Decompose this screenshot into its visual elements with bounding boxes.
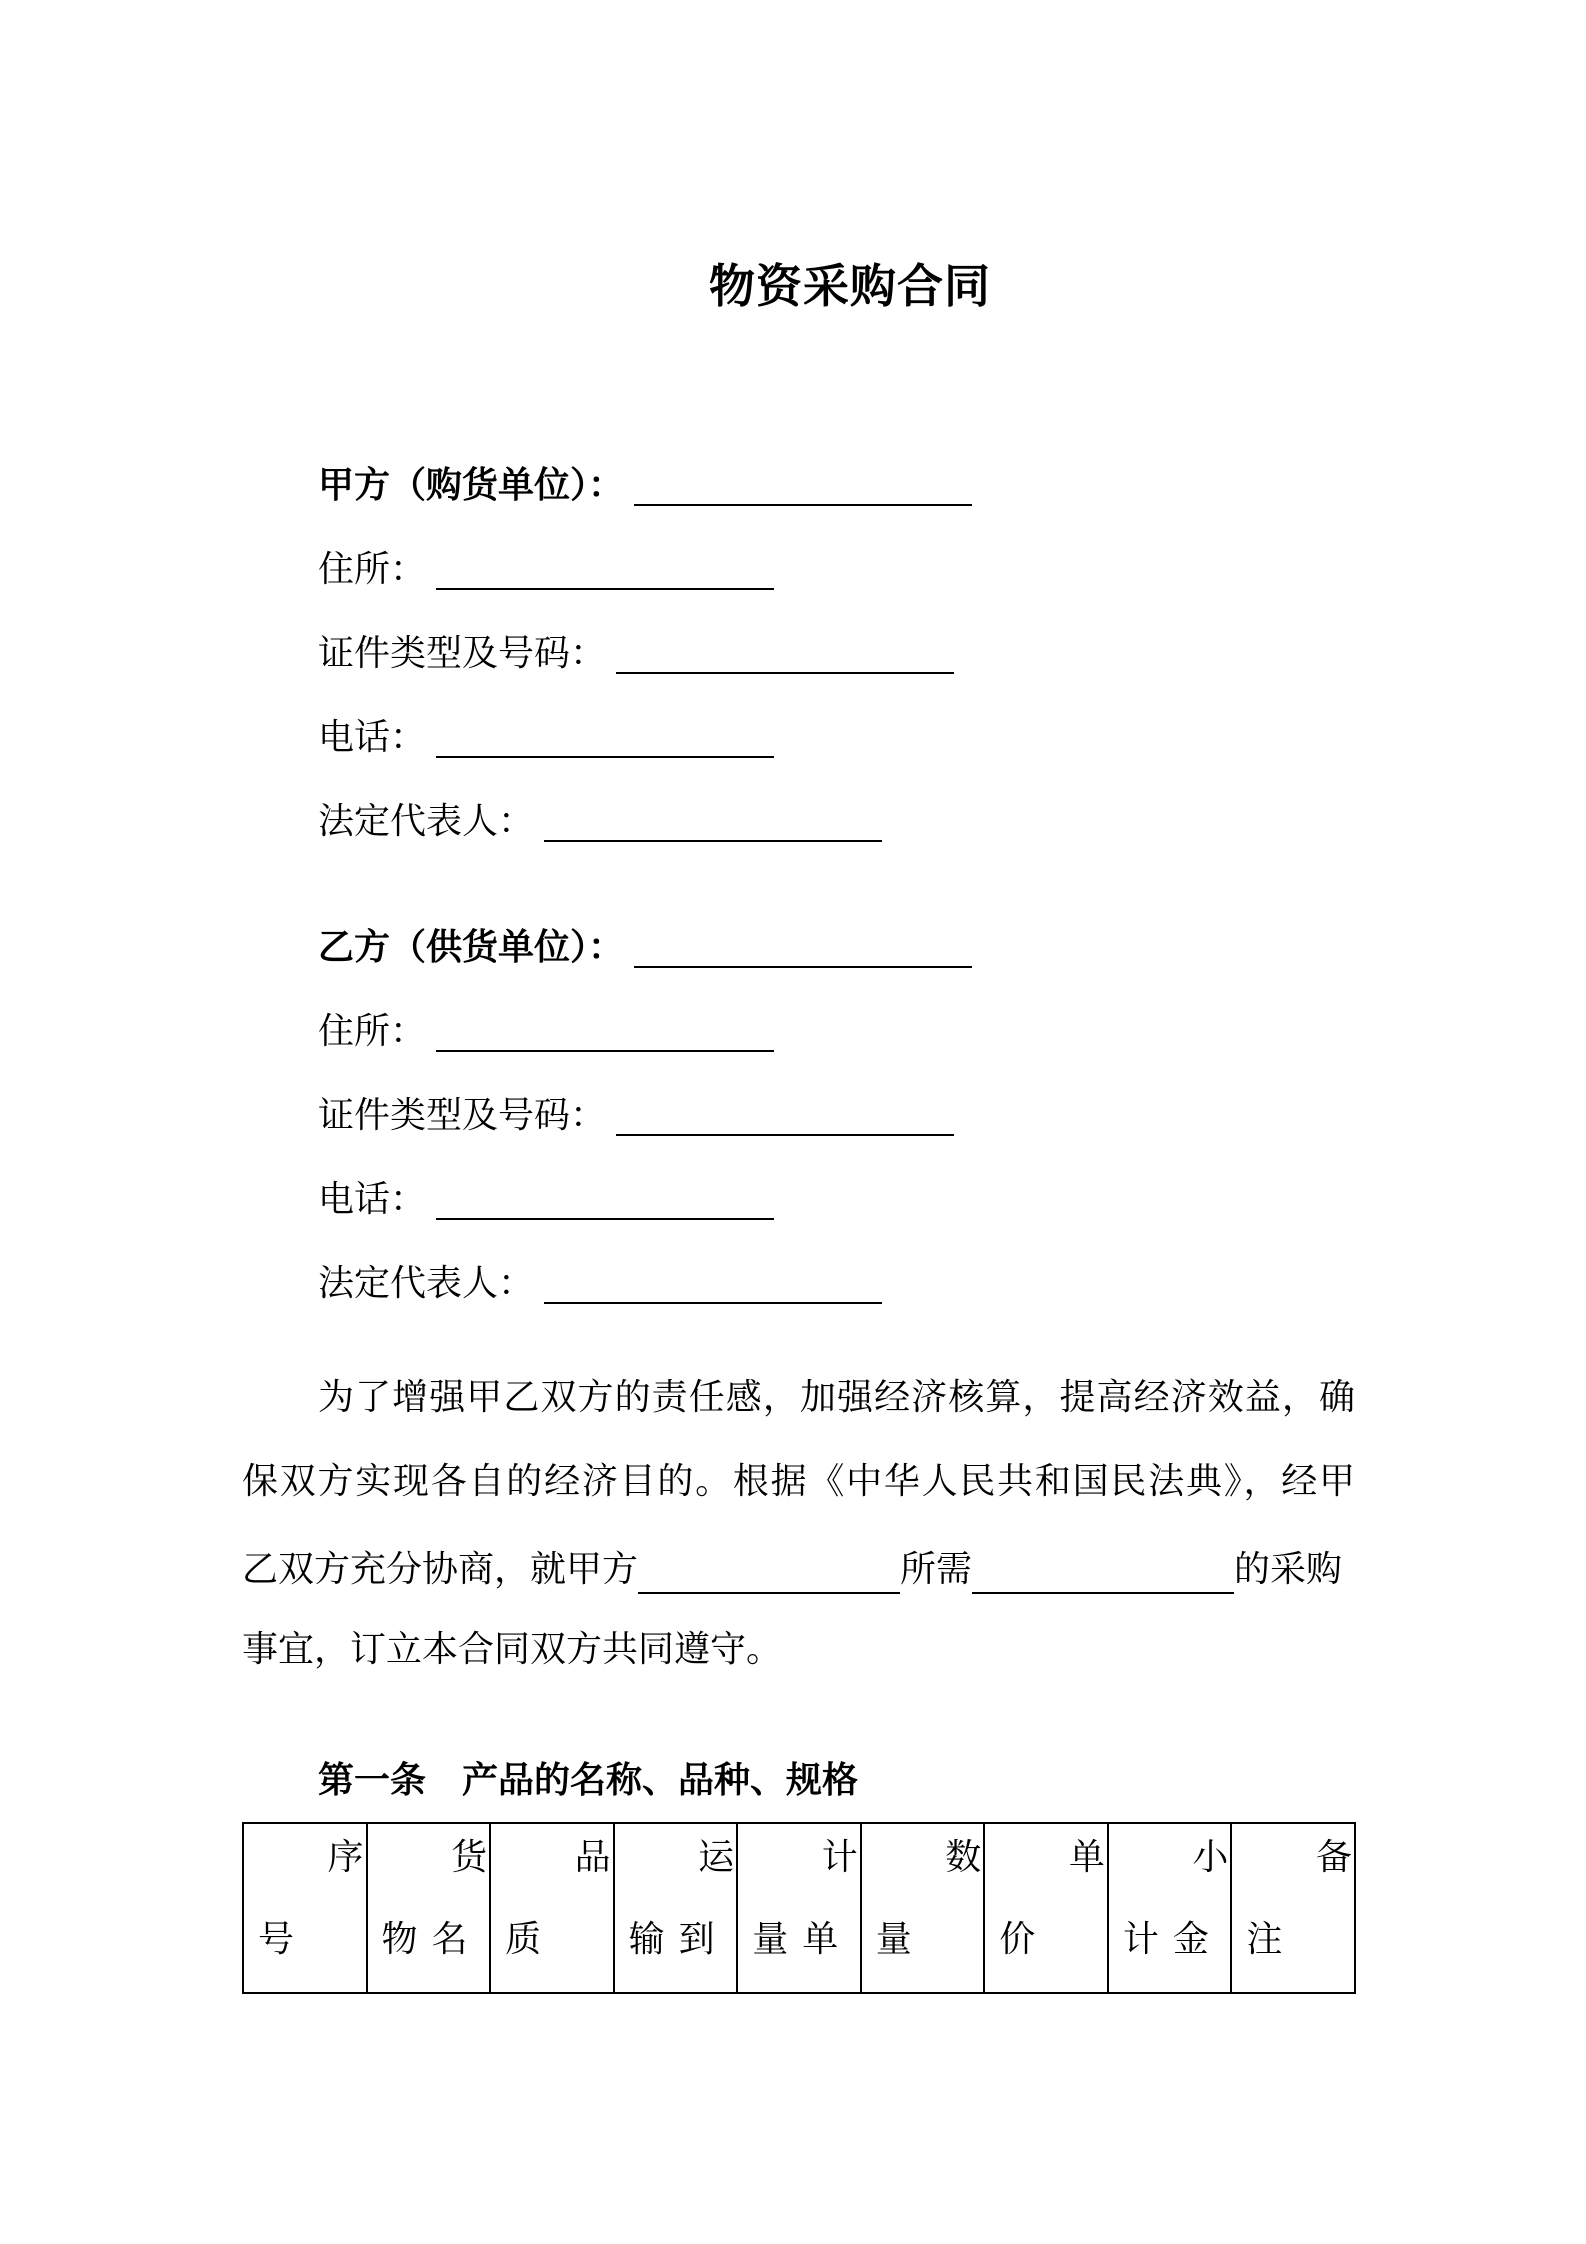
table-header-cell[interactable]: [737, 1823, 861, 1993]
header-top-text: 数: [945, 1837, 982, 1878]
preamble-line-3: [242, 1546, 1355, 1594]
party-b-id-blank[interactable]: [616, 1134, 954, 1136]
party-a-id-blank[interactable]: [616, 672, 954, 674]
goods-blank[interactable]: [972, 1556, 1234, 1594]
party-b-phone-row: [318, 1166, 774, 1222]
header-bottom-text: 计金: [1122, 1919, 1223, 1960]
party-b-heading-row: [318, 914, 972, 970]
party-b-rep-row: [318, 1250, 882, 1306]
party-a-name-blank[interactable]: [634, 504, 972, 506]
preamble-line-4: 事宜，订立本合同双方共同遵守。: [242, 1629, 783, 1670]
party-b-address-label: 住所：: [318, 1011, 427, 1052]
table-header-cell[interactable]: [861, 1823, 985, 1993]
table-header-cell[interactable]: [1108, 1823, 1232, 1993]
party-a-rep-label: 法定代表人：: [318, 801, 535, 842]
party-a-heading: 甲方（购货单位）：: [318, 465, 625, 506]
header-bottom-text: 量单: [752, 1919, 853, 1960]
header-bottom-text: 价: [999, 1919, 1050, 1960]
purchaser-need-blank[interactable]: [638, 1556, 900, 1594]
header-top-text: 运: [698, 1837, 735, 1878]
party-b-id-label: 证件类型及号码：: [318, 1095, 607, 1136]
table-header-cell[interactable]: [490, 1823, 614, 1993]
table-header-cell[interactable]: [614, 1823, 738, 1993]
party-a-phone-blank[interactable]: [436, 756, 774, 758]
table-header-cell[interactable]: [243, 1823, 367, 1993]
preamble-line-1: 为了增强甲乙双方的责任感，加强经济核算，提高经济效益，确: [318, 1377, 1355, 1418]
header-top-text: 单: [1068, 1837, 1105, 1878]
party-b-heading: 乙方（供货单位）：: [318, 927, 625, 968]
party-b-phone-label: 电话：: [318, 1179, 427, 1220]
table-header-cell[interactable]: [367, 1823, 491, 1993]
party-a-id-label: 证件类型及号码：: [318, 633, 607, 674]
party-b-id-row: [318, 1082, 954, 1138]
party-a-rep-row: [318, 788, 882, 844]
party-b-address-blank[interactable]: [436, 1050, 774, 1052]
header-bottom-text: 物名: [381, 1919, 482, 1960]
party-a-id-row: [318, 620, 954, 676]
article-1-number: 第一条: [318, 1760, 427, 1801]
party-b-phone-blank[interactable]: [436, 1218, 774, 1220]
article-1-heading: [318, 1752, 858, 1803]
preamble-line-3-part-a: 乙双方充分协商，就甲方: [242, 1549, 639, 1590]
article-1-title: 产品的名称、品种、规格: [462, 1760, 859, 1801]
party-b-rep-blank[interactable]: [544, 1302, 882, 1304]
header-top-text: 货: [451, 1837, 488, 1878]
table-header-row: [243, 1823, 1355, 1993]
party-a-address-blank[interactable]: [436, 588, 774, 590]
party-b-rep-label: 法定代表人：: [318, 1263, 535, 1304]
party-a-heading-row: [318, 452, 972, 508]
party-a-rep-blank[interactable]: [544, 840, 882, 842]
party-a-phone-label: 电话：: [318, 717, 427, 758]
party-b-address-row: [318, 998, 774, 1054]
header-top-text: 备: [1315, 1837, 1352, 1878]
preamble-line-2: 保双方实现各自的经济目的。根据《中华人民共和国民法典》，经甲: [242, 1461, 1355, 1502]
header-bottom-text: 质: [505, 1919, 556, 1960]
party-a-address-label: 住所：: [318, 549, 427, 590]
header-top-text: 序: [327, 1837, 364, 1878]
table-header-cell[interactable]: [984, 1823, 1108, 1993]
header-bottom-text: 注: [1246, 1919, 1297, 1960]
header-bottom-text: 号: [258, 1919, 309, 1960]
page-title: 物资采购合同: [709, 259, 991, 313]
header-top-text: 小: [1192, 1837, 1229, 1878]
party-a-phone-row: [318, 704, 774, 760]
preamble-line-3-part-c: 的采购: [1234, 1549, 1343, 1590]
header-bottom-text: 量: [875, 1919, 926, 1960]
header-bottom-text: 输到: [628, 1919, 729, 1960]
goods-table: [242, 1822, 1356, 1994]
header-top-text: 品: [574, 1837, 611, 1878]
table-header-cell[interactable]: [1231, 1823, 1355, 1993]
header-top-text: 计: [821, 1837, 858, 1878]
preamble-line-3-part-b: 所需: [900, 1549, 973, 1590]
party-b-name-blank[interactable]: [634, 966, 972, 968]
party-a-address-row: [318, 536, 774, 592]
